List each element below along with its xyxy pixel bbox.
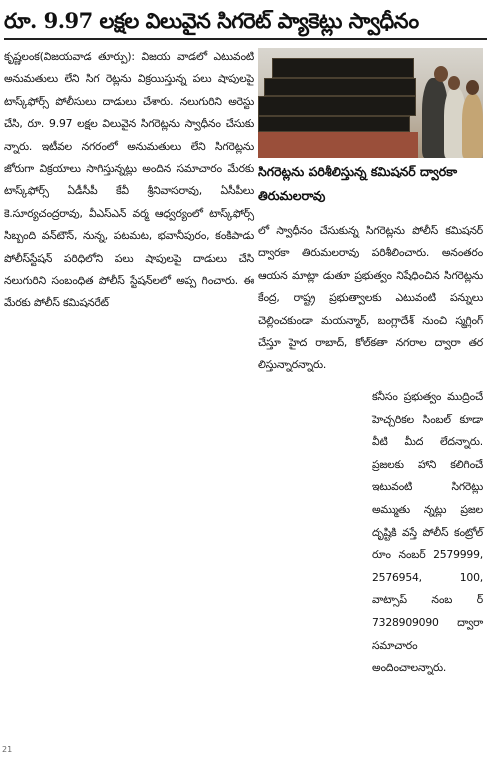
article-headline: రూ. 9.97 లక్షల విలువైన సిగరెట్ ప్యాకెట్లు స్వాధీనం: [4, 8, 419, 33]
photo-caption: సిగరెట్లను పరిశీలిస్తున్న కమిషనర్ ద్వారకా తిరుమలరావు: [258, 164, 458, 203]
article-body-narrow-column: కనీసం ప్రభుత్వం ముద్రించే హెచ్చరికల సింబల్ కూడా వీటి మీద లేదన్నారు. ప్రజలకు హాని కలిగించే ఇటువంటి సిగరెట్లు అమ్ముతు న్నట్లు ప్రజల దృష్టికి వస్తే పోలీస్ కంట్రోల్ రూం నంబర్ 2579999, 2576954, 100, వాట్సాప్ నంబ ర్ 7328909090 ద్వారా సమాచారం అందించాలన్నారు.: [372, 390, 483, 675]
article-body-right-column: లో స్వాధీనం చేసుకున్న సిగరెట్లను పోలీస్ కమిషనర్ ద్వారకా తిరుమలరావు పరిశీలించారు. అనంతరం ఆయన మాట్లా డుతూ ప్రభుత్వం నిషేధించిన సిగరెట్లను కేంద్ర, రాష్ట్ర ప్రభుత్వాలకు ఎటువంటి పన్నులు చెల్లించకుండా మయన్మార్, బంగ్లాదేశ్ నుంచి స్మగ్లింగ్ చేస్తూ హైద రాబాద్, కోల్‌కతా నగరాల ద్వారా తర లిస్తున్నారన్నారు.: [258, 224, 483, 372]
page-corner-mark: 21: [2, 745, 13, 754]
article-body-left-column: కృష్ణలంక(విజయవాడ తూర్పు): విజయ వాడలో ఎటువంటి అనుమతులు లేని సిగ రెట్లను విక్రయిస్తున్న పలు షాపులపై టాస్క్‌ఫోర్స్ పోలీసులు దాడులు చేశారు. నలుగురిని అరెస్టు చేసి, రూ. 9.97 లక్షల విలువైన సిగరెట్లను స్వాధీనం చేసుకు న్నారు. ఇటీవల నగరంలో అనుమతులు లేని సిగరెట్లను జోరుగా విక్రయాలు సాగిస్తున్నట్లు అందిన సమాచారం మేరకు టాస్క్‌ఫోర్స్ ఏడీసీపీ కేవీ శ్రీనివాసరావు, ఏసీపీలు కె.సూర్యచంద్రరావు, వీఎస్ఎన్ వర్మ ఆధ్వర్యంలో టాస్క్‌ఫోర్స్ సిబ్బంది వన్‌టౌన్, నున్న, పటమట, భవానీపురం, కంకిపాడు పోలీస్‌స్టేషన్ పరిధిలోని పలు షాపులపై దాడులు చేసి నలుగురిని సంబంధిత పోలీస్ స్టేషన్‌లలో అప్ప గించారు. ఈ మేరకు పోలీస్ కమిషనరేట్: [4, 50, 254, 310]
article-photo: [258, 48, 483, 158]
headline-rule: [4, 38, 487, 40]
